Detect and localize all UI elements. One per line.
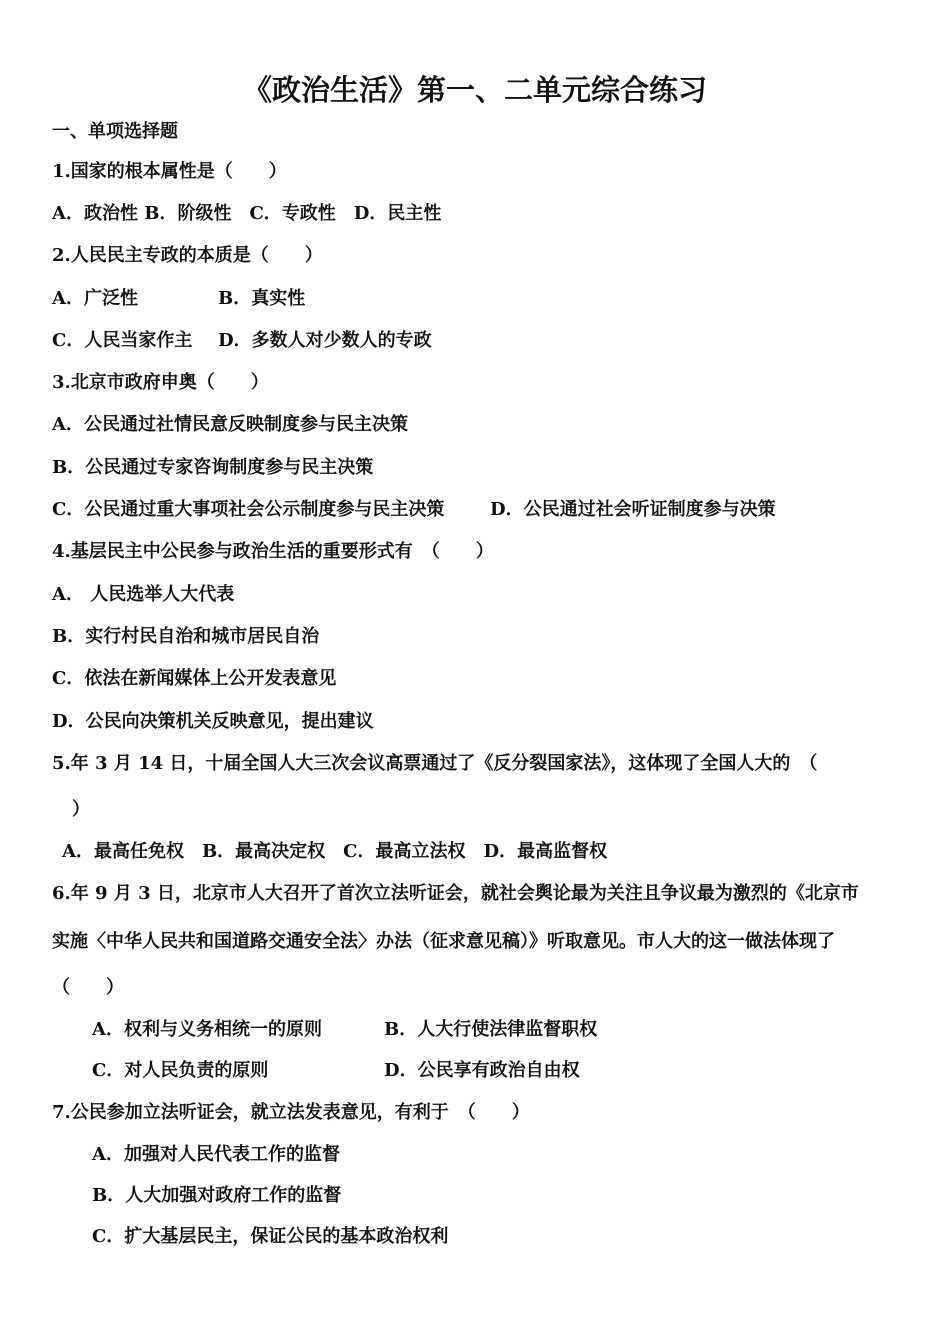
question-1-stem: 1.国家的根本属性是（ ） — [52, 161, 287, 182]
question-5-stem-line-2: ） — [72, 799, 90, 820]
question-2-option-b: B．真实性 — [218, 288, 306, 309]
question-6-option-d: D．公民享有政治自由权 — [384, 1060, 580, 1081]
question-1-options: A．政治性 B．阶级性 C．专政性 D．民主性 — [52, 203, 442, 224]
question-6-stem-line-1: 6.年 9 月 3 日，北京市人大召开了首次立法听证会，就社会舆论最为关注且争议最为激烈的《北京市 — [52, 883, 859, 904]
question-6-stem-line-2: 实施〈中华人民共和国道路交通安全法〉办法（征求意见稿）》听取意见。市人大的这一做法体现了 — [52, 931, 835, 952]
question-3-stem: 3.北京市政府申奥（ ） — [52, 372, 269, 393]
question-4-option-c: C．依法在新闻媒体上公开发表意见 — [52, 668, 337, 689]
question-3-option-d: D．公民通过社会听证制度参与决策 — [490, 499, 776, 520]
question-7-stem: 7.公民参加立法听证会，就立法发表意见，有利于 （ ） — [52, 1102, 530, 1123]
question-6-option-c: C．对人民负责的原则 — [92, 1060, 269, 1081]
question-7-option-a: A．加强对人民代表工作的监督 — [92, 1144, 340, 1165]
page-title: 《政治生活》第一、二单元综合练习 — [242, 73, 707, 107]
question-7-option-b: B．人大加强对政府工作的监督 — [92, 1185, 342, 1206]
question-2-option-c: C．人民当家作主 — [52, 330, 193, 351]
question-2-stem: 2.人民民主专政的本质是（ ） — [52, 245, 323, 266]
question-4-option-b: B．实行村民自治和城市居民自治 — [52, 626, 320, 647]
question-3-option-b: B．公民通过专家咨询制度参与民主决策 — [52, 457, 374, 478]
question-4-stem: 4.基层民主中公民参与政治生活的重要形式有 （ ） — [52, 541, 494, 562]
question-6-option-a: A．权利与义务相统一的原则 — [92, 1019, 322, 1040]
question-4-option-a: A． 人民选举人大代表 — [52, 584, 235, 605]
question-5-options: A．最高任免权 B．最高决定权 C．最高立法权 D．最高监督权 — [62, 841, 608, 862]
section-heading: 一、单项选择题 — [52, 121, 178, 142]
question-4-option-d: D．公民向决策机关反映意见，提出建议 — [52, 711, 374, 732]
question-6-option-b: B．人大行使法律监督职权 — [384, 1019, 598, 1040]
question-2-option-d: D．多数人对少数人的专政 — [218, 330, 432, 351]
question-5-stem-line-1: 5.年 3 月 14 日，十届全国人大三次会议高票通过了《反分裂国家法》，这体现了全国人大的 （ — [52, 753, 818, 774]
question-7-option-c: C．扩大基层民主，保证公民的基本政治权利 — [92, 1226, 449, 1247]
question-6-stem-line-3: （ ） — [52, 977, 124, 998]
question-3-option-a: A．公民通过社情民意反映制度参与民主决策 — [52, 414, 408, 435]
question-3-option-c: C．公民通过重大事项社会公示制度参与民主决策 — [52, 499, 445, 520]
question-2-option-a: A．广泛性 — [52, 288, 138, 309]
